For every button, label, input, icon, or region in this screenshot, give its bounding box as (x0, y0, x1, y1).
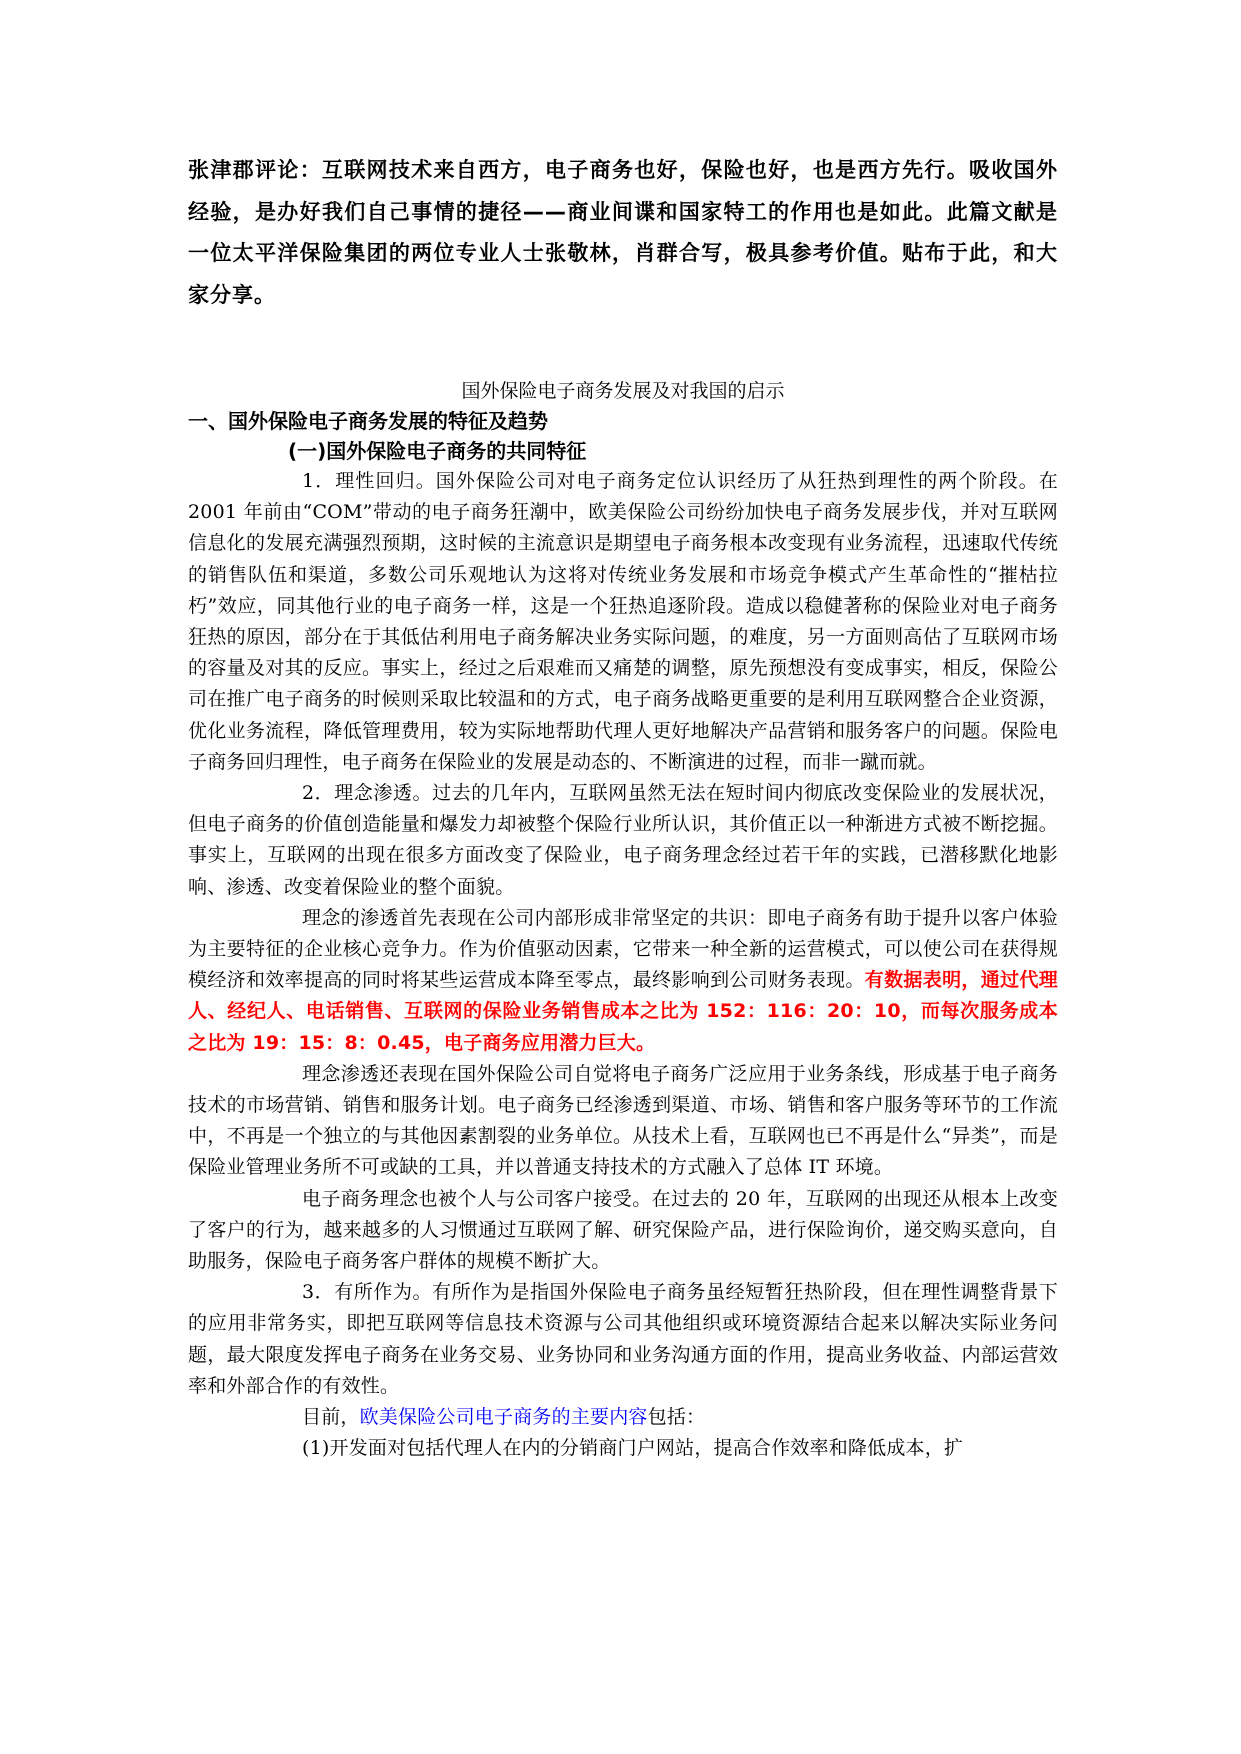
highlighted-link-text: 欧美保险公司电子商务的主要内容 (359, 1406, 648, 1429)
document-page (188, 150, 1058, 1465)
editor-comment: 张津郡评论：互联网技术来自西方，电子商务也好，保险也好，也是西方先行。吸收国外经验，是办好我们自己事情的捷径——商业间谍和国家特工的作用也是如此。此篇文献是一位太平洋保险集团的两位专业人士张敬林，肖群合写，极具参考价值。贴布于此，和大家分享。 (188, 158, 1058, 307)
article-title: 国外保险电子商务发展及对我国的启示 (461, 380, 785, 402)
subsection-heading: (一)国外保险电子商务的共同特征 (288, 439, 587, 463)
paragraph-practical-action: 3．有所作为。有所作为是指国外保险电子商务虽经短暂狂热阶段，但在理性调整背景下的应用非常务实，即把互联网等信息技术资源与公司其他组织或环境资源结合起来以解决实际业务问题，最大限度发挥电子商务在业务交易、业务协同和业务沟通方面的作用，提高业务收益、内部运营效率和外部合作的有效性。 (188, 1281, 1058, 1397)
highlighted-cost-ratio: 有数据表明，通过代理人、经纪人、电话销售、互联网的保险业务销售成本之比为 152：116：20：10，而每次服务成本之比为 19：15：8：0.45，电子商务应用潜力巨大。 (188, 969, 1058, 1054)
section-heading-1: 一、国外保险电子商务发展的特征及趋势 (188, 409, 548, 433)
paragraph-rational-return: 1．理性回归。国外保险公司对电子商务定位认识经历了从狂热到理性的两个阶段。在 2001 年前由“COM”带动的电子商务狂潮中，欧美保险公司纷纷加快电子商务发展步伐，并对互联网信息化的发展充满强烈预期，这时候的主流意识是期望电子商务根本改变现有业务流程，迅速取代传统的销售队伍和渠道，多数公司乐观地认为这将对传统业务发展和市场竞争模式产生革命性的“摧枯拉朽”效应，同其他行业的电子商务一样，这是一个狂热追逐阶段。造成以稳健著称的保险业对电子商务狂热的原因，部分在于其低估利用电子商务解决业务实际问题，的难度，另一方面则高估了互联网市场的容量及对其的反应。事实上，经过之后艰难而又痛楚的调整，原先预想没有变成事实，相反，保险公司在推广电子商务的时候则采取比较温和的方式，电子商务战略更重要的是利用互联网整合企业资源，优化业务流程，降低管理费用，较为实际地帮助代理人更好地解决产品营销和服务客户的问题。保险电子商务回归理性，电子商务在保险业的发展是动态的、不断演进的过程，而非一蹴而就。 (188, 470, 1058, 773)
paragraph-customer-acceptance: 电子商务理念也被个人与公司客户接受。在过去的 20 年，互联网的出现还从根本上改变了客户的行为，越来越多的人习惯通过互联网了解、研究保险产品，进行保险询价，递交购买意向，自助服务，保险电子商务客户群体的规模不断扩大。 (188, 1187, 1058, 1273)
paragraph-list-item-1: (1)开发面对包括代理人在内的分销商门户网站，提高合作效率和降低成本，扩 (302, 1437, 964, 1460)
paragraph-internal-consensus (188, 903, 1058, 1059)
paragraph-text: 理念的渗透首先表现在公司内部形成非常坚定的共识：即电子商务有助于提升以客户体验为主要特征的企业核心竞争力。作为价值驱动因素，它带来一种全新的运营模式，可以使公司在获得规模经济和效率提高的同时将某些运营成本降至零点，最终影响到公司财务表现。 (188, 906, 1058, 992)
paragraph-business-lines: 理念渗透还表现在国外保险公司自觉将电子商务广泛应用于业务条线，形成基于电子商务技术的市场营销、销售和服务计划。电子商务已经渗透到渠道、市场、销售和客户服务等环节的工作流中，不再是一个独立的与其他因素割裂的业务单位。从技术上看，互联网也已不再是什么“异类”，而是保险业管理业务所不可或缺的工具，并以普通支持技术的方式融入了总体 IT 环境。 (188, 1062, 1058, 1179)
paragraph-text: 目前， (302, 1406, 360, 1429)
paragraph-main-content (188, 1402, 1058, 1433)
paragraph-text: 包括： (647, 1406, 706, 1429)
paragraph-concept-penetration: 2．理念渗透。过去的几年内，互联网虽然无法在短时间内彻底改变保险业的发展状况，但电子商务的价值创造能量和爆发力却被整个保险行业所认识，其价值正以一种渐进方式被不断挖掘。事实上，互联网的出现在很多方面改变了保险业，电子商务理念经过若干年的实践，已潜移默化地影响、渗透、改变着保险业的整个面貌。 (188, 782, 1058, 898)
